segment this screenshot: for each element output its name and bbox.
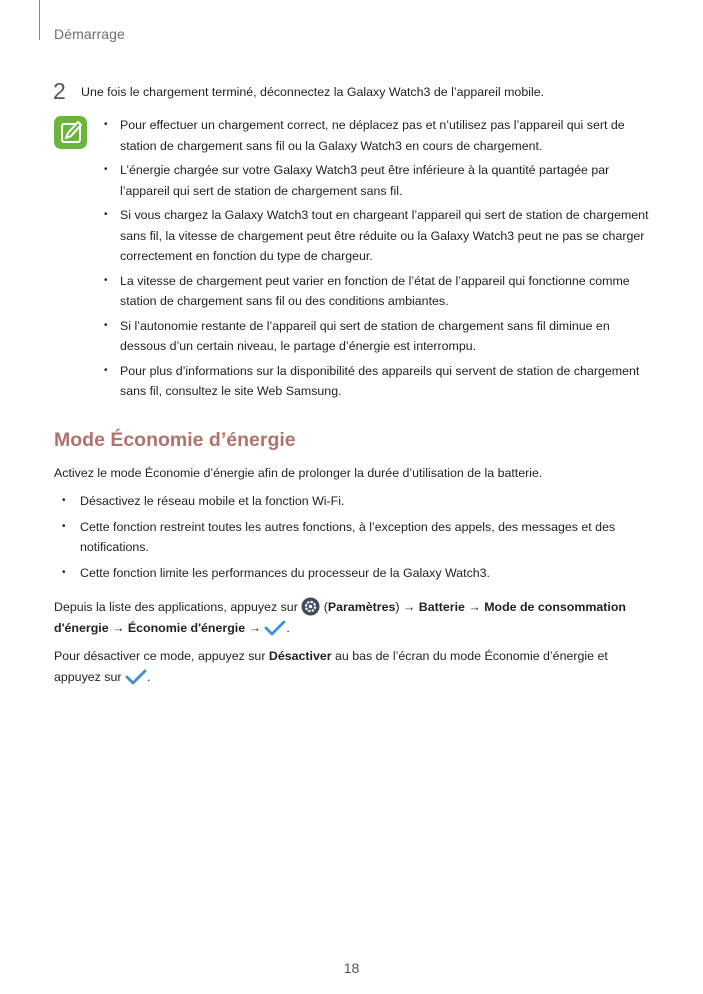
note-item-text: L’énergie chargée sur votre Galaxy Watch3 peut être inférieure à la quantité partagée par l’appareil qui sert de station de chargement sans fil. bbox=[120, 163, 610, 198]
bullet: • bbox=[62, 520, 66, 532]
text-run: ) → bbox=[395, 600, 419, 614]
list-item bbox=[62, 563, 658, 584]
note-item-text: Pour effectuer un chargement correct, ne déplacez pas et n’utilisez pas l’appareil qui sert de station de chargement sans fil ou la Galaxy Watch3 en cours de chargement. bbox=[120, 118, 625, 153]
menu-path-settings: Paramètres bbox=[327, 600, 396, 614]
bullet: • bbox=[104, 164, 108, 175]
bullet: • bbox=[62, 566, 66, 578]
note-item bbox=[104, 361, 656, 402]
bullet: • bbox=[62, 495, 66, 506]
deactivate-paragraph bbox=[54, 646, 654, 687]
list-item bbox=[62, 491, 658, 512]
menu-path-power-saving: Économie d'énergie bbox=[127, 620, 246, 635]
note-item-text: Pour plus d’informations sur la disponibilité des appareils qui servent de station de chargement sans fil, consultez le site Web Samsung. bbox=[120, 363, 640, 398]
deactivate-label: Désactiver bbox=[268, 649, 332, 663]
note-pencil-icon bbox=[54, 116, 87, 149]
note-list bbox=[104, 115, 656, 406]
text-run: . bbox=[286, 620, 290, 635]
text-run: → bbox=[464, 600, 485, 614]
check-icon bbox=[125, 669, 147, 686]
text-run: Depuis la liste des applications, appuyez sur bbox=[54, 600, 302, 614]
section-title: Mode Économie d’énergie bbox=[54, 429, 296, 451]
text-run: → bbox=[108, 620, 128, 635]
page-number: 18 bbox=[343, 960, 360, 976]
step-number: 2 bbox=[53, 78, 66, 104]
bullet: • bbox=[104, 364, 108, 376]
text-run: au bas de l’écran du mode Économie d’énergie et appuyez sur bbox=[54, 649, 608, 684]
note-item-text: Si l’autonomie restante de l’appareil qui sert de station de chargement sans fil diminue en dessous d’un certain niveau, le partage d’énergie est interrompu. bbox=[120, 318, 610, 353]
note-item bbox=[104, 316, 656, 357]
section-header: Démarrage bbox=[54, 26, 125, 42]
note-item-text: La vitesse de chargement peut varier en fonction de l’état de l’appareil qui fonctionne comme station de chargement sans fil ou des conditions ambiantes. bbox=[120, 273, 630, 308]
list-item-text: Cette fonction restreint toutes les autres fonctions, à l’exception des appels, des messages et des notifications. bbox=[80, 519, 616, 554]
step-text: Une fois le chargement terminé, déconnectez la Galaxy Watch3 de l’appareil mobile. bbox=[81, 85, 545, 99]
note-item-text: Si vous chargez la Galaxy Watch3 tout en chargeant l’appareil qui sert de station de chargement sans fil, la vitesse de chargement peut être réduite ou la Galaxy Watch3 peut ne pas se charger correctement en fonction du type de chargeur. bbox=[120, 208, 649, 263]
feature-list bbox=[62, 491, 658, 588]
instructions-paragraph bbox=[54, 597, 654, 638]
bullet: • bbox=[104, 319, 108, 331]
bullet: • bbox=[104, 209, 108, 220]
text-run: . bbox=[146, 669, 151, 684]
note-item bbox=[104, 205, 656, 267]
bullet: • bbox=[104, 274, 108, 286]
text-run: ( bbox=[320, 600, 328, 614]
bullet: • bbox=[104, 119, 108, 130]
check-icon bbox=[264, 620, 286, 637]
menu-path-power-mode: Mode de consommation d'énergie bbox=[54, 600, 627, 635]
section-intro: Activez le mode Économie d’énergie afin de prolonger la durée d’utilisation de la batterie. bbox=[54, 466, 543, 480]
text-run: → bbox=[245, 620, 265, 635]
gear-icon bbox=[301, 597, 320, 616]
note-item bbox=[104, 115, 656, 156]
list-item bbox=[62, 517, 658, 558]
note-item bbox=[104, 160, 656, 201]
menu-path-battery: Batterie bbox=[418, 600, 465, 614]
text-run: Pour désactiver ce mode, appuyez sur bbox=[54, 649, 269, 663]
list-item-text: Cette fonction limite les performances du processeur de la Galaxy Watch3. bbox=[80, 565, 490, 580]
note-item bbox=[104, 271, 656, 312]
list-item-text: Désactivez le réseau mobile et la fonction Wi-Fi. bbox=[80, 494, 345, 508]
header-rule bbox=[39, 0, 40, 40]
